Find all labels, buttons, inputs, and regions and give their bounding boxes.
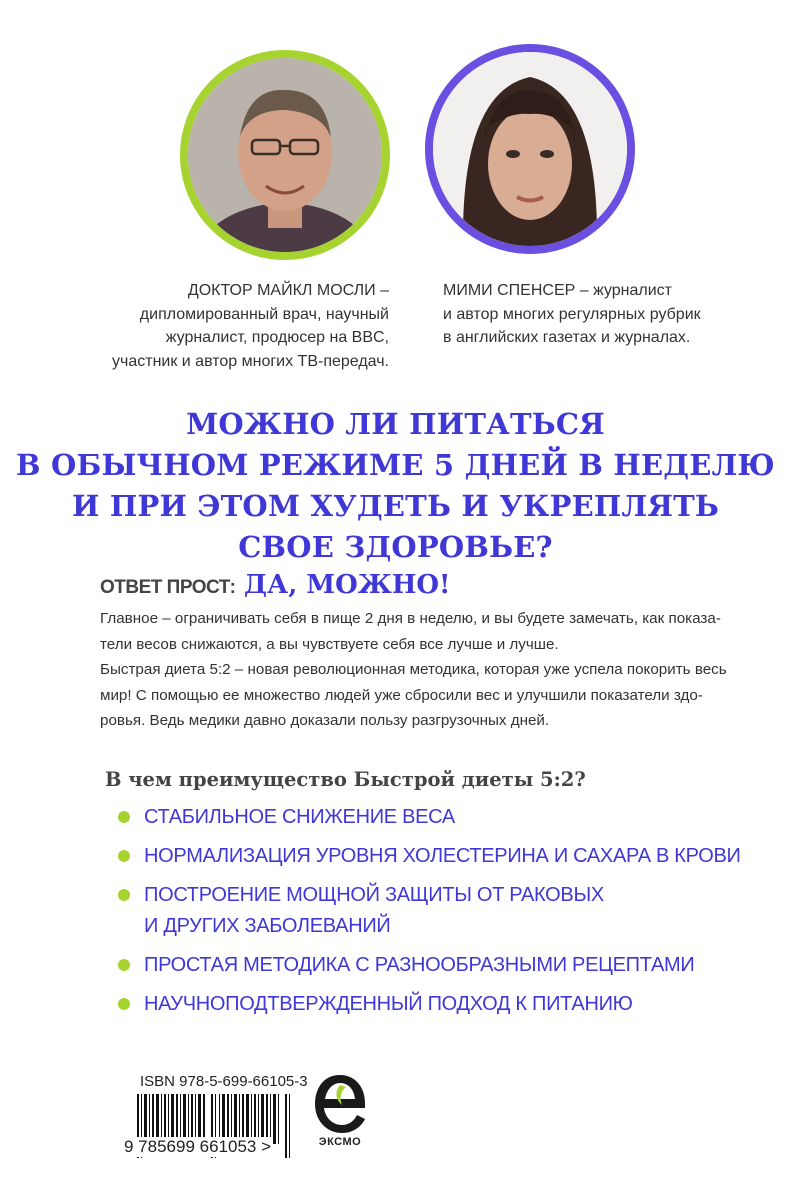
headline-line: В ОБЫЧНОМ РЕЖИМЕ 5 ДНЕЙ В НЕДЕЛЮ — [16, 448, 775, 482]
bio-line: и автор многих регулярных рубрик — [443, 305, 701, 323]
list-item — [118, 844, 741, 868]
benefit-text: НОРМАЛИЗАЦИЯ УРОВНЯ ХОЛЕСТЕРИНА И САХАРА В КРОВИ — [144, 845, 741, 867]
eksmo-logo — [311, 1071, 369, 1137]
man-portrait-photo — [188, 58, 382, 252]
barcode-digits: 9 785699 661053 > — [124, 1137, 272, 1156]
bio-line: дипломированный врач, научный — [139, 305, 389, 323]
bullet-dot-icon — [118, 811, 130, 823]
benefits-list — [118, 805, 741, 1031]
benefit-text: НАУЧНОПОДТВЕРЖДЕННЫЙ ПОДХОД К ПИТАНИЮ — [144, 993, 633, 1015]
list-item — [118, 992, 741, 1016]
bullet-dot-icon — [118, 959, 130, 971]
body-line: Быстрая диета 5:2 – новая революционная методика, которая уже успела покорить весь — [100, 661, 727, 678]
list-item — [118, 805, 741, 829]
benefit-text: ПРОСТАЯ МЕТОДИКА С РАЗНООБРАЗНЫМИ РЕЦЕПТАМИ — [144, 954, 695, 976]
publisher-name: ЭКСМО — [318, 1136, 362, 1148]
bullet-dot-icon — [118, 850, 130, 862]
author-portrait-spencer — [425, 44, 635, 254]
list-item-continuation: И ДРУГИХ ЗАБОЛЕВАНИЙ — [144, 915, 391, 937]
body-line: мир! С помощью ее множество людей уже сбросили вес и улучшили показатели здо- — [100, 686, 703, 704]
headline-line: МОЖНО ЛИ ПИТАТЬСЯ — [186, 407, 605, 441]
body-line: тели весов снижаются, а вы чувствуете себя все лучше и лучше. — [100, 635, 559, 653]
description-text — [100, 606, 740, 734]
bio-line: журналист, продюсер на BBC, — [165, 329, 389, 346]
headline-line: И ПРИ ЭТОМ ХУДЕТЬ И УКРЕПЛЯТЬ — [71, 489, 720, 523]
bio-line: МИМИ СПЕНСЕР – журналист — [443, 282, 673, 299]
bullet-dot-icon — [118, 998, 130, 1010]
benefit-text: ПОСТРОЕНИЕ МОЩНОЙ ЗАЩИТЫ ОТ РАКОВЫХ — [144, 884, 604, 906]
list-item — [118, 953, 741, 977]
benefits-heading: В чем преимущество Быстрой диеты 5:2? — [105, 768, 586, 791]
answer-emphasis: ДА, МОЖНО! — [243, 570, 451, 600]
body-line: Главное – ограничивать себя в пище 2 дня в неделю, и вы будете замечать, как показа- — [100, 610, 721, 627]
woman-portrait-photo — [433, 52, 627, 246]
bio-line: ДОКТОР МАЙКЛ МОСЛИ – — [187, 282, 389, 299]
bio-line: в английских газетах и журналах. — [443, 329, 691, 346]
author-bio-spencer — [443, 279, 743, 350]
bullet-dot-icon — [118, 889, 130, 901]
answer-label: ОТВЕТ ПРОСТ: — [100, 577, 236, 598]
bio-line: участник и автор многих ТВ-передач. — [112, 352, 389, 370]
isbn-label: ISBN 978-5-699-66105-3 — [140, 1073, 308, 1090]
headline-line: СВОЕ ЗДОРОВЬЕ? — [238, 530, 553, 564]
benefit-text: СТАБИЛЬНОЕ СНИЖЕНИЕ ВЕСА — [144, 806, 455, 828]
main-headline — [0, 404, 791, 568]
author-bio-mosley — [89, 279, 389, 373]
author-portrait-mosley — [180, 50, 390, 260]
body-line: ровья. Ведь медики давно доказали пользу разгрузочных дней. — [100, 712, 550, 729]
list-item — [118, 883, 741, 907]
answer-line — [100, 570, 450, 600]
